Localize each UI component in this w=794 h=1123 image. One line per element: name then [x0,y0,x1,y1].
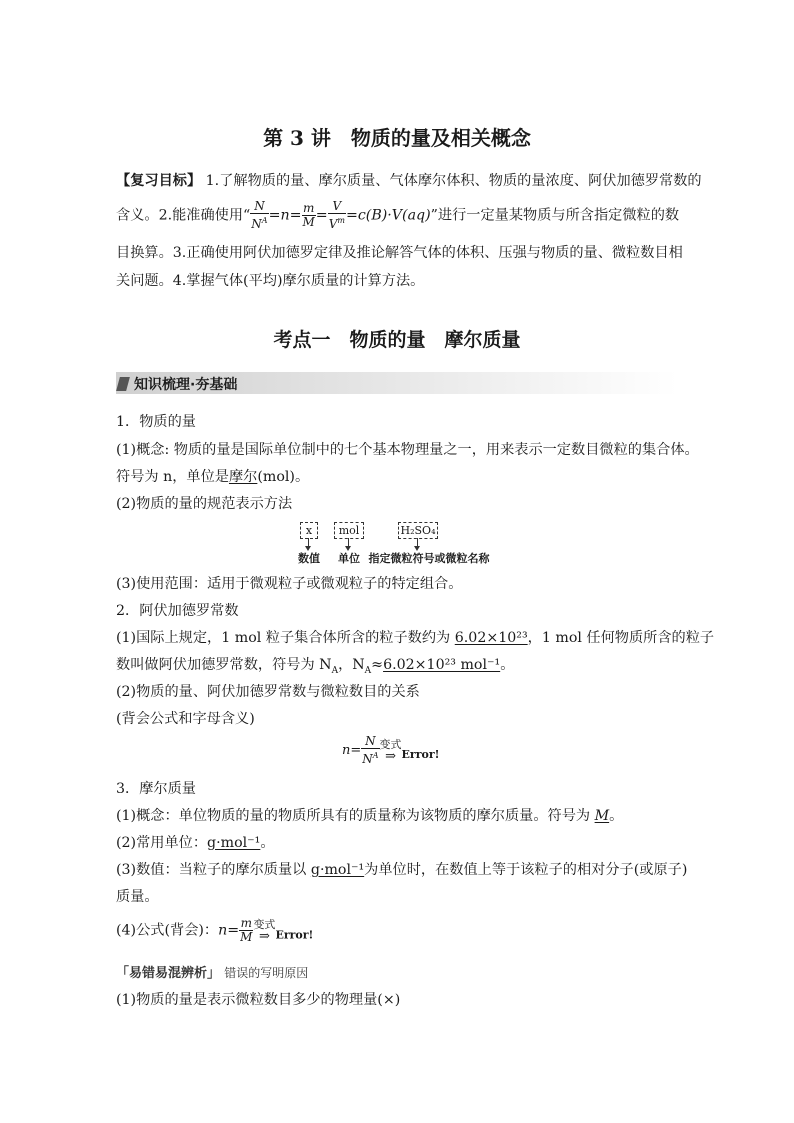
knowledge-tag: 知识梳理·夯基础 [118,374,237,394]
objectives-line-1 [116,171,702,191]
page-title: 第 3 讲 物质的量及相关概念 [263,126,531,150]
fraction-v-over-vm: $\frac{V}{V^m}$ [328,199,345,231]
box-unit: mol [334,522,364,539]
heading-3: 3．摩尔质量 [116,781,196,797]
tag-marker-icon [116,377,130,391]
box-value: x [300,522,318,539]
heading-2: 2．阿伏加德罗常数 [116,603,239,619]
p3-value-2: 质量。 [116,889,159,905]
p2-relation: (2)物质的量、阿伏加德罗常数与微粒数目的关系 [116,684,420,700]
objectives-text-1: 1.了解物质的量、摩尔质量、气体摩尔体积、物质的量浓度、阿伏加德罗常数的 [205,173,702,189]
confusion-tag: 「易错易混辨析」 错误的写明原因 [116,966,309,981]
p3-concept: (1)概念：单位物质的量的物质所具有的质量称为该物质的摩尔质量。符号为 M。 [116,808,624,824]
double-arrow-icon: ⇒ [385,748,396,764]
p3-unit: (2)常用单位：g·mol⁻¹。 [116,835,275,851]
p1-repr: (2)物质的量的规范表示方法 [116,496,293,512]
p2-line-2: 数叫做阿伏加德罗常数，符号为 $N_A$，$N_A\approx 6.02\times 10^{23}$ mol⁻¹。 [116,657,515,676]
objectives-label: 【复习目标】 [116,173,202,189]
objectives-line-2: 含义。2.能准确使用“ $\frac{N}{N^A}$ =n= $\frac{m}{M}$ = $\frac{V}{V^m}$ =c(B)·V(aq)”进行一定量某物质与所含指定微粒的数 [116,199,680,231]
p2-memo: (背会公式和字母含义) [116,711,255,727]
box-particle: H₂SO₄ [398,522,438,539]
p1-symbol: 符号为 n，单位是摩尔(mol)。 [116,469,310,485]
double-arrow-icon: ⇒ [258,928,270,944]
p1-scope: (3)使用范围：适用于微观粒子或微观粒子的特定组合。 [116,576,463,592]
label-particle: 指定微粒符号或微粒名称 [368,552,490,565]
objectives-line-3: 目换算。3.正确使用阿伏加德罗定律及推论解答气体的体积、压强与物质的量、微粒数目相 [116,245,683,261]
confusion-item-1: (1)物质的量是表示微粒数目多少的物理量(×) [116,992,401,1008]
p2-line-1: (1)国际上规定，1 mol 粒子集合体所含的粒子数约为 6.02×10²³，1 mol 任何物质所含的粒子 [116,630,715,646]
arrow-down-icon [308,538,309,547]
heading-1: 1．物质的量 [116,414,196,430]
objectives-line-4: 关问题。4.掌握气体(平均)摩尔质量的计算方法。 [116,273,425,289]
p3-value: (3)数值：当粒子的摩尔质量以 g·mol⁻¹为单位时，在数值上等于该粒子的相对分子(或原子) [116,862,688,878]
fraction-m-over-M: $\frac{m}{M}$ [302,201,315,229]
formula-n-na: n= $\frac{N}{N^A}$ 变式 ⇒ $_{Error!}$ [342,734,440,766]
section-title: 考点一 物质的量 摩尔质量 [273,329,521,351]
p1-concept: (1)概念: 物质的量是国际单位制中的七个基本物理量之一，用来表示一定数目微粒的集合体。 [116,442,699,458]
label-value: 数值 [298,552,320,565]
arrow-down-icon [417,538,418,547]
fraction-n-over-na: $\frac{N}{N^A}$ [251,199,268,231]
arrow-down-icon [348,538,349,547]
label-unit: 单位 [338,552,360,565]
p3-formula: (4)公式(背会)：n= $\frac{m}{M}$ 变式 ⇒ $_{Error!}$ [116,916,314,944]
